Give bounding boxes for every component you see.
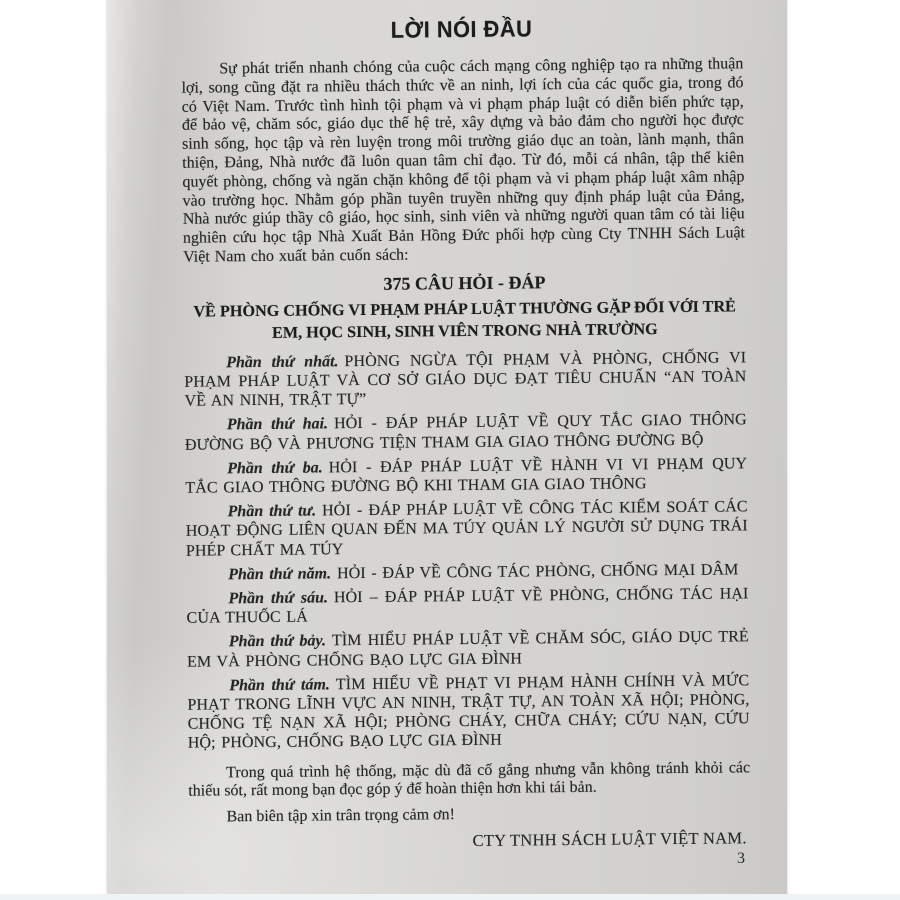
scanned-book-page <box>107 0 787 894</box>
part-label: Phần thứ hai. <box>226 415 329 434</box>
part-label: Phần thứ tám. <box>229 676 330 695</box>
part-text: HỎI - ĐÁP PHÁP LUẬT VỀ CÔNG TÁC KIỂM SOÁT CÁC HOẠT ĐỘNG LIÊN QUAN ĐẾN MA TÚY QUẢN LÝ NGƯỜI SỬ DỤNG TRÁI PHÉP CHẤT MA TÚY <box>185 498 748 560</box>
part-label: Phần thứ nhất. <box>226 352 339 372</box>
part-item-7 <box>187 628 749 672</box>
part-text: PHÒNG NGỪA TỘI PHẠM VÀ PHÒNG, CHỐNG VI PHẠM PHÁP LUẬT VÀ CƠ SỞ GIÁO DỤC ĐẠT TIÊU CHUẨN “AN TOÀN VỀ AN NINH, TRẬT TỰ” <box>184 349 747 410</box>
page-title: LỜI NÓI ĐẦU <box>391 15 533 43</box>
part-item-8 <box>187 671 750 753</box>
thanks-line: Ban biên tập xin trân trọng cảm ơn! <box>226 806 456 826</box>
part-item-4 <box>186 497 749 560</box>
part-item-5 <box>186 560 748 585</box>
part-label: Phần thứ sáu. <box>228 589 329 608</box>
part-text: TÌM HIỂU PHÁP LUẬT VỀ CHĂM SÓC, GIÁO DỤC TRẺ EM VÀ PHÒNG CHỐNG BẠO LỰC GIA ĐÌNH <box>186 628 749 671</box>
parts-list <box>184 348 750 753</box>
page-number: 3 <box>737 850 745 867</box>
part-label: Phần thứ ba. <box>227 459 323 478</box>
part-label: Phần thứ năm. <box>228 565 332 584</box>
part-item-2 <box>185 411 747 455</box>
page-content <box>181 0 752 897</box>
scan-bottom-strip <box>0 894 900 900</box>
book-subtitle: VỀ PHÒNG CHỐNG VI PHẠM PHÁP LUẬT THƯỜNG GẶP ĐỐI VỚI TRẺ EM, HỌC SINH, SINH VIÊN TRONG NHÀ TRƯỜNG <box>193 297 736 342</box>
publisher-signature: CTY TNHH SÁCH LUẬT VIỆT NAM. <box>472 828 747 850</box>
part-text: HỎI - ĐÁP PHÁP LUẬT VỀ QUY TẮC GIAO THÔNG ĐƯỜNG BỘ VÀ PHƯƠNG TIỆN THAM GIA GIAO THÔNG ĐƯỜNG BỘ <box>184 411 747 454</box>
part-item-3 <box>185 454 747 498</box>
part-item-1 <box>184 348 747 411</box>
part-label: Phần thứ tư. <box>227 502 317 521</box>
closing-paragraph: Trong quá trình hệ thống, mặc dù đã cố gắng nhưng vẫn không tránh khỏi các thiếu sót, rất mong bạn đọc góp ý để hoàn thiện hơn khi tái bản. <box>188 758 751 801</box>
part-label: Phần thứ bảy. <box>228 632 327 651</box>
part-text: HỎI - ĐÁP PHÁP LUẬT VỀ HÀNH VI VI PHẠM QUY TẮC GIAO THÔNG ĐƯỜNG BỘ KHI THAM GIA GIAO THÔNG <box>185 455 748 497</box>
intro-paragraph: Sự phát triển nhanh chóng của cuộc cách mạng công nghiệp tạo ra những thuận lợi, song cũng đặt ra nhiều thách thức về an ninh, lợi ích của các quốc gia, trong đó có Việt Nam. Trước tình hình tội phạm và vi phạm pháp luật có diễn biến phức tạp, để bảo vệ, chăm sóc, giáo dục thế hệ trẻ, xây dựng và bảo đảm cho người học được sinh sống, học tập và rèn luyện trong môi trường giáo dục an toàn, lành mạnh, thân thiện, Đảng, Nhà nước đã luôn quan tâm chỉ đạo. Từ đó, mỗi cá nhân, tập thể kiên quyết phòng, chống và ngăn chặn không để tội phạm và vi phạm pháp luật xâm nhập vào trường học. Nhằm góp phần tuyên truyền những quy định pháp luật của Đảng, Nhà nước giúp thầy cô giáo, học sinh, sinh viên và những người quan tâm có tài liệu nghiên cứu học tập Nhà Xuất Bản Hồng Đức phối hợp cùng Cty TNHH Sách Luật Việt Nam cho xuất bản cuốn sách: <box>181 55 746 266</box>
book-title: 375 CÂU HỎI - ĐÁP <box>383 271 546 294</box>
part-text: TÌM HIỂU VỀ PHẠT VI PHẠM HÀNH CHÍNH VÀ MỨC PHẠT TRONG LĨNH VỰC AN NINH, TRẬT TỰ, AN TOÀN XÃ HỘI; PHÒNG, CHỐNG TỆ NẠN XÃ HỘI; PHÒNG CHÁY, CHỮA CHÁY; CỨU NẠN, CỨU HỘ; PHÒNG, CHỐNG BẠO LỰC GIA ĐÌNH <box>187 672 750 753</box>
part-item-6 <box>186 584 748 628</box>
part-text: HỎI – ĐÁP PHÁP LUẬT VỀ PHÒNG, CHỐNG TÁC HẠI CỦA THUỐC LÁ <box>186 585 749 627</box>
part-text: HỎI - ĐÁP VỀ CÔNG TÁC PHÒNG, CHỐNG MẠI DÂM <box>336 561 739 583</box>
